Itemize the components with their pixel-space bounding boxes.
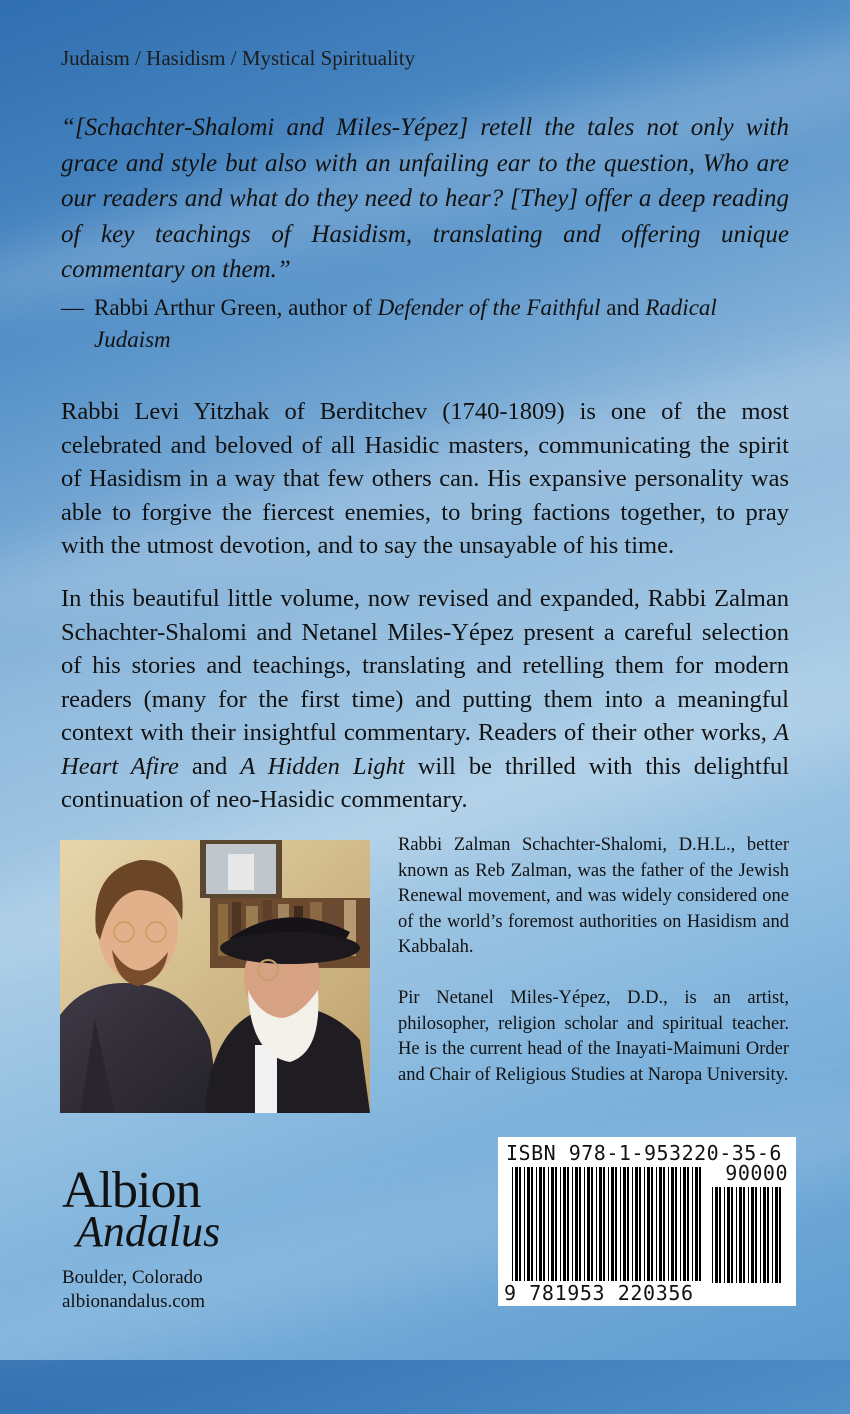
barcode-bar <box>536 1167 537 1281</box>
bio-miles-yepez: Pir Netanel Miles-Yépez, D.D., is an artist, philosopher, religion scholar and spiritual teacher. He is the current head of the Inayati-Maimuni Order and Chair of Religious Studies at Naropa University. <box>398 988 789 1085</box>
barcode-bar <box>651 1167 653 1281</box>
barcode-bar <box>644 1167 645 1281</box>
attribution-author: Rabbi Arthur Green, author of <box>94 295 372 320</box>
barcode-bar <box>623 1167 626 1281</box>
barcode-bar <box>591 1167 593 1281</box>
barcode-bar <box>603 1167 605 1281</box>
barcode-bar <box>724 1187 725 1283</box>
description-paragraph-2 <box>61 582 789 817</box>
barcode-bar <box>772 1187 773 1283</box>
isbn-barcode <box>498 1137 796 1306</box>
isbn-label: ISBN 978-1-953220-35-6 <box>506 1141 782 1165</box>
barcode-bar <box>512 1167 513 1281</box>
attribution-book-2: Radical Judaism <box>94 295 717 352</box>
barcode-bar <box>767 1187 769 1283</box>
barcode-bar <box>727 1187 730 1283</box>
barcode-bar <box>663 1167 665 1281</box>
description-paragraph-1: Rabbi Levi Yitzhak of Berditchev (1740-1809) is one of the most celebrated and beloved of all Hasidic masters, communicating the spirit of Hasidism in a way that few others can. His expansive personality was able to forgive the fiercest enemies, to bring factions together, to pray with the utmost devotion, and to say the unsayable of his time. <box>61 398 789 559</box>
publisher-name-andalus: Andalus <box>76 1207 221 1256</box>
attribution-book-1: Defender of the Faithful <box>377 295 601 320</box>
barcode-bar <box>755 1187 757 1283</box>
barcode-bar <box>567 1167 569 1281</box>
barcode-bar <box>668 1167 669 1281</box>
barcode-bar <box>632 1167 633 1281</box>
endorsement-attribution <box>61 292 791 356</box>
category-line: Judaism / Hasidism / Mystical Spirituality <box>61 46 416 70</box>
barcode-bar <box>575 1167 578 1281</box>
endorsement-quote: “[Schachter-Shalomi and Miles-Yépez] retell the tales not only with grace and style but also with an unfailing ear to the question, Who are our readers and what do they need to hear? [They] offer a deep reading of key teachings of Hasidism, translating and offering unique commentary on them.” <box>61 114 789 283</box>
barcode-bar <box>527 1167 530 1281</box>
barcode-bar <box>515 1167 518 1281</box>
description-p2-start: In this beautiful little volume, now revised and expanded, Rabbi Zalman Schachter-Shalomi and Netanel Miles-Yépez present a careful selection of his stories and teachings, translating and retelling them for modern readers (many for the first time) and putting them into a meaningful context with their insightful commentary. Readers of their other works, <box>61 585 789 746</box>
publisher-website: albionandalus.com <box>62 1291 205 1312</box>
barcode-bar <box>560 1167 561 1281</box>
barcode-bar <box>659 1167 662 1281</box>
barcode-bar <box>683 1167 686 1281</box>
barcode-bar <box>596 1167 597 1281</box>
barcode-bar <box>739 1187 742 1283</box>
barcode-bar <box>579 1167 581 1281</box>
barcode-bar <box>615 1167 617 1281</box>
barcode-bar <box>548 1167 549 1281</box>
barcode-bar <box>647 1167 650 1281</box>
barcode-bar <box>584 1167 585 1281</box>
price-code: 90000 <box>725 1161 788 1185</box>
barcode-bar <box>695 1167 698 1281</box>
barcode-bar <box>639 1167 641 1281</box>
barcode-bar <box>551 1167 554 1281</box>
book-title-a-heart-afire: A Heart Afire <box>61 719 790 780</box>
barcode-bar <box>519 1167 521 1281</box>
barcode-bar <box>763 1187 766 1283</box>
barcode-bar <box>743 1187 745 1283</box>
barcode-bar <box>731 1187 733 1283</box>
barcode-bar <box>635 1167 638 1281</box>
barcode-bar <box>599 1167 602 1281</box>
barcode-bar <box>675 1167 677 1281</box>
barcode-bar <box>543 1167 545 1281</box>
barcode-bar <box>751 1187 754 1283</box>
barcode-bar <box>687 1167 689 1281</box>
barcode-bar <box>680 1167 681 1281</box>
barcode-bar <box>736 1187 737 1283</box>
barcode-bar <box>524 1167 525 1281</box>
description-p2-end: will be thrilled with this delightful continuation of neo-Hasidic commentary. <box>61 752 790 813</box>
barcode-bar <box>699 1167 701 1281</box>
description-p2-and: and <box>191 752 228 780</box>
ean-digits: 9 781953 220356 <box>504 1281 694 1305</box>
barcode-bar <box>719 1187 721 1283</box>
barcode-bar <box>692 1167 693 1281</box>
barcode-bar <box>539 1167 542 1281</box>
barcode-bar <box>656 1167 657 1281</box>
author-photo <box>60 840 370 1113</box>
publisher-logo <box>62 1162 222 1314</box>
ean-barcode-bars <box>512 1167 708 1285</box>
barcode-bar <box>712 1187 713 1283</box>
barcode-bar <box>608 1167 609 1281</box>
barcode-bar <box>555 1167 557 1281</box>
barcode-bar <box>563 1167 566 1281</box>
barcode-bar <box>760 1187 761 1283</box>
barcode-bar <box>572 1167 573 1281</box>
barcode-bar <box>531 1167 533 1281</box>
book-title-a-hidden-light: A Hidden Light <box>240 752 405 780</box>
bio-schachter-shalomi: Rabbi Zalman Schachter-Shalomi, D.H.L., better known as Reb Zalman, was the father of the Jewish Renewal movement, and was widely considered one of the world’s foremost authorities on Hasidism and Kabbalah. <box>398 835 789 957</box>
barcode-bar <box>671 1167 674 1281</box>
barcode-bar <box>775 1187 778 1283</box>
barcode-bar <box>587 1167 590 1281</box>
barcode-bar <box>627 1167 629 1281</box>
barcode-bar <box>611 1167 614 1281</box>
addon-barcode-bars <box>712 1187 788 1285</box>
publisher-name-albion: Albion <box>62 1162 201 1219</box>
barcode-bar <box>748 1187 749 1283</box>
barcode-bar <box>779 1187 781 1283</box>
barcode-bar <box>715 1187 718 1283</box>
publisher-city: Boulder, Colorado <box>62 1267 203 1288</box>
barcode-bar <box>620 1167 621 1281</box>
attribution-dash: — <box>61 295 84 320</box>
attribution-and: and <box>606 295 640 320</box>
